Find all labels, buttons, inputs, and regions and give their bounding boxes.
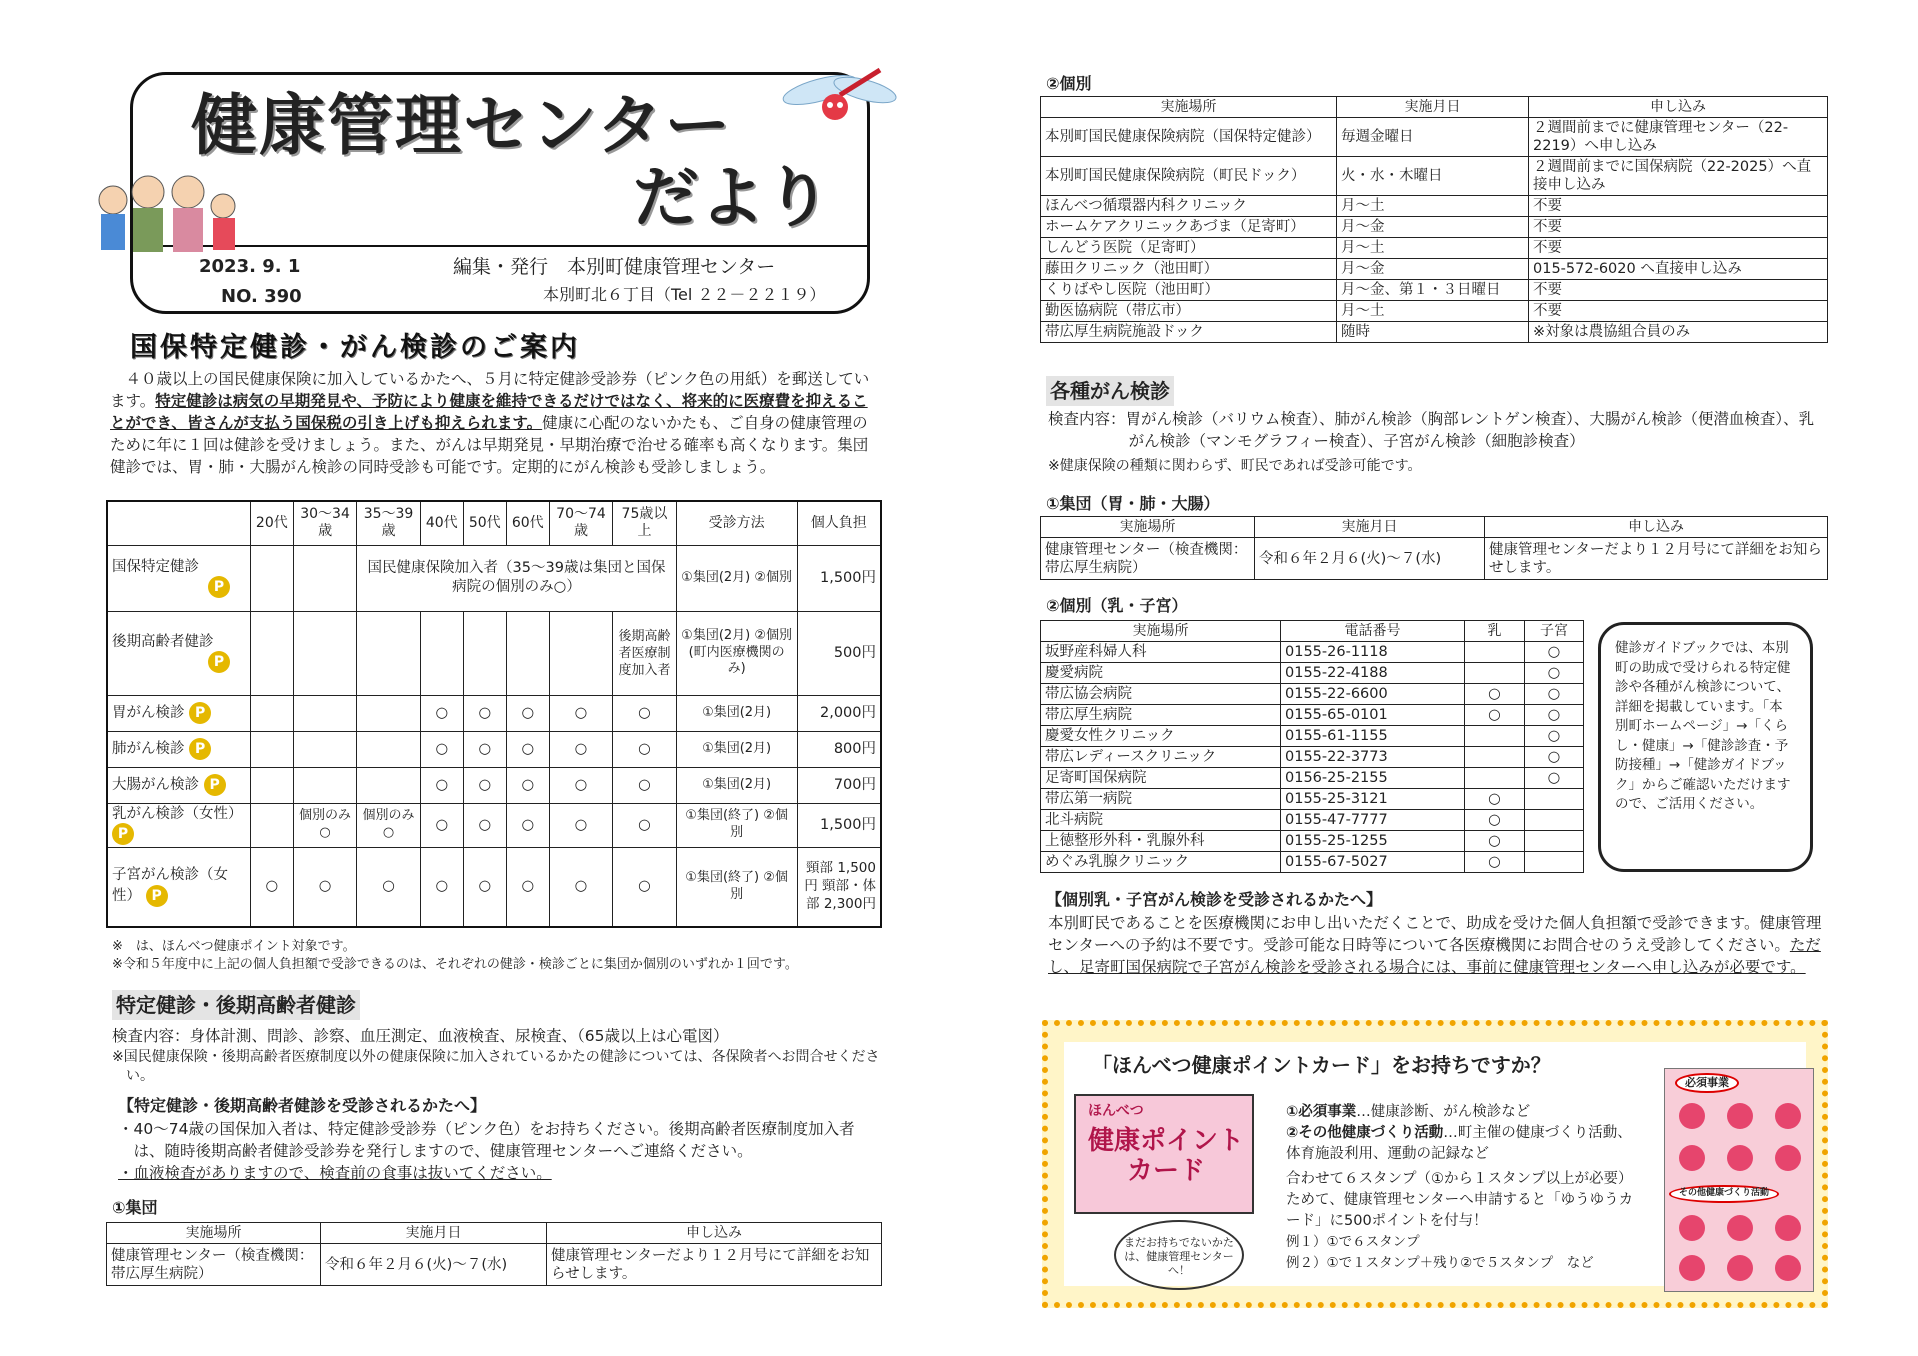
table-cell bbox=[463, 611, 506, 695]
table-cell: 足寄町国保病院 bbox=[1041, 768, 1281, 789]
table-cell: 月～土 bbox=[1337, 196, 1529, 217]
point-card-description bbox=[1286, 1102, 1646, 1274]
table-cell bbox=[1465, 768, 1525, 789]
family-illustration bbox=[93, 170, 243, 255]
table-cell bbox=[293, 731, 356, 767]
table-cell: ○ bbox=[420, 847, 463, 927]
kobetsu-heading: ②個別 bbox=[1046, 74, 1092, 93]
table-cell: ○ bbox=[549, 803, 612, 847]
table-cell: 本別町国民健康保険病院（町民ドック） bbox=[1041, 157, 1337, 196]
table-cell bbox=[1465, 747, 1525, 768]
table-cell: 0155-67-5027 bbox=[1281, 852, 1465, 873]
tokutei-group-table bbox=[106, 1222, 882, 1286]
header-cell: 実施場所 bbox=[107, 1223, 321, 1244]
masthead-divider bbox=[133, 245, 867, 247]
table-cell: ○ bbox=[1525, 642, 1584, 663]
header-cell: 40代 bbox=[420, 501, 463, 545]
table-row bbox=[1041, 852, 1584, 873]
header-cell: 実施月日 bbox=[321, 1223, 547, 1244]
table-cell: 健康管理センターだより１２月号にて詳細をお知らせします。 bbox=[1485, 538, 1828, 580]
table-row bbox=[1041, 217, 1828, 238]
table-cell bbox=[250, 767, 293, 803]
table-cell-cost: 500円 bbox=[797, 611, 881, 695]
row-label bbox=[107, 545, 250, 611]
table-cell: ○ bbox=[613, 847, 676, 927]
intro-text-underlined: 特定健診は病気の早期発見や、予防により健康を維持できるだけではなく、将来的に医療費を抑えることができ、皆さんが支払う国保税の引き上げも抑えられます。 bbox=[110, 392, 868, 432]
header-cell: 50代 bbox=[463, 501, 506, 545]
header-cell: 実施場所 bbox=[1041, 97, 1337, 118]
intro-text-2: 健康に心配のないかたも、ご自身の健康管理のために年に１回は健診を受けましょう。また、がんは早期発見・早期治療で治せる確率も高くなります。集団健診では、胃・肺・大腸がん検診の同時受診も可能です。定期的にがん検診も受診しましょう。 bbox=[110, 414, 869, 476]
table-row bbox=[107, 695, 881, 731]
point-card-example-2: 例２）①で１スタンプ＋残り②で５スタンプ など bbox=[1286, 1255, 1594, 1271]
kobetsu-table bbox=[1040, 96, 1828, 343]
row-label bbox=[107, 767, 250, 803]
point-badge-icon: P bbox=[208, 576, 230, 598]
table-cell: ○ bbox=[613, 695, 676, 731]
table-cell: ○ bbox=[420, 803, 463, 847]
table-cell bbox=[293, 545, 356, 611]
publisher-address: 本別町北６丁目（Tel ２２－２２１９） bbox=[543, 285, 826, 304]
table-cell: 藤田クリニック（池田町） bbox=[1041, 259, 1337, 280]
individual-note-heading: 【個別乳・子宮がん検診を受診されるかたへ】 bbox=[1046, 890, 1383, 909]
table-cell: ○ bbox=[1525, 726, 1584, 747]
table-cell: ○ bbox=[1465, 789, 1525, 810]
header-cell: 20代 bbox=[250, 501, 293, 545]
table-cell: ※対象は農協組合員のみ bbox=[1529, 322, 1828, 343]
table-cell: ○ bbox=[463, 767, 506, 803]
table-cell: 令和６年２月６(火)～７(水) bbox=[1255, 538, 1485, 580]
point-badge-icon: P bbox=[189, 738, 211, 760]
table-cell: 不要 bbox=[1529, 196, 1828, 217]
row-label-text: 国保特定健診 bbox=[112, 558, 199, 575]
table-cell: 勤医協病院（帯広市） bbox=[1041, 301, 1337, 322]
table-header-row bbox=[107, 501, 881, 545]
point-item-2-title: ②その他健康づくり活動 bbox=[1286, 1125, 1444, 1141]
table-header-row bbox=[1041, 621, 1584, 642]
stamp-icon bbox=[1679, 1255, 1705, 1281]
table-cell: 坂野産科婦人科 bbox=[1041, 642, 1281, 663]
header-cell: 電話番号 bbox=[1281, 621, 1465, 642]
header-cell: 35～39歳 bbox=[357, 501, 420, 545]
header-cell bbox=[107, 501, 250, 545]
table-cell bbox=[1465, 642, 1525, 663]
header-cell: 実施月日 bbox=[1255, 517, 1485, 538]
table-cell: 上徳整形外科・乳腺外科 bbox=[1041, 831, 1281, 852]
header-cell: 30～34歳 bbox=[293, 501, 356, 545]
table-cell: 月～土 bbox=[1337, 238, 1529, 259]
header-cell: 70～74歳 bbox=[549, 501, 612, 545]
table-row bbox=[107, 545, 881, 611]
dragonfly-illustration bbox=[780, 65, 900, 145]
header-cell: 75歳以上 bbox=[613, 501, 676, 545]
table-cell: 0155-25-1255 bbox=[1281, 831, 1465, 852]
tokutei-subheading: 【特定健診・後期高齢者健診を受診されるかたへ】 bbox=[118, 1096, 487, 1115]
stamp-icon bbox=[1727, 1255, 1753, 1281]
table-cell: 月～金 bbox=[1337, 217, 1529, 238]
cancer-individual-heading: ②個別（乳・子宮） bbox=[1046, 596, 1188, 615]
header-cell: 60代 bbox=[506, 501, 549, 545]
limit-note: ※令和５年度中に上記の個人負担額で受診できるのは、それぞれの健診・検診ごとに集団か個別のいずれか１回です。 bbox=[112, 957, 798, 972]
table-cell: 健康管理センター（検査機関：帯広厚生病院） bbox=[107, 1244, 321, 1286]
table-cell: ○ bbox=[463, 731, 506, 767]
table-header-row bbox=[107, 1223, 882, 1244]
table-cell: ○ bbox=[1525, 747, 1584, 768]
table-cell bbox=[357, 611, 420, 695]
header-cell: 乳 bbox=[1465, 621, 1525, 642]
row-label-text: 乳がん検診（女性） bbox=[112, 805, 243, 822]
stamp-icon bbox=[1679, 1215, 1705, 1241]
table-cell bbox=[293, 767, 356, 803]
table-cell: ○ bbox=[250, 847, 293, 927]
table-cell: ○ bbox=[549, 695, 612, 731]
table-row bbox=[1041, 301, 1828, 322]
table-cell: 個別のみ○ bbox=[357, 803, 420, 847]
table-cell-method: ①集団(2月) bbox=[676, 695, 797, 731]
table-cell: 帯広レディースクリニック bbox=[1041, 747, 1281, 768]
table-cell-cost: 1,500円 bbox=[797, 803, 881, 847]
table-cell: 不要 bbox=[1529, 238, 1828, 259]
table-cell: 健康管理センターだより１２月号にて詳細をお知らせします。 bbox=[547, 1244, 882, 1286]
stamp-icon bbox=[1775, 1215, 1801, 1241]
individual-note-underlined: ただし、足寄町国保病院で子宮がん検診を受診される場合には、事前に健康管理センターへ申し込みが必要です。 bbox=[1048, 936, 1821, 976]
table-row bbox=[107, 847, 881, 927]
table-cell: 0155-25-3121 bbox=[1281, 789, 1465, 810]
table-cell: 0155-47-7777 bbox=[1281, 810, 1465, 831]
point-badge-icon: P bbox=[204, 774, 226, 796]
screening-table bbox=[106, 500, 882, 928]
stamp-icon bbox=[1727, 1103, 1753, 1129]
table-cell: ○ bbox=[420, 731, 463, 767]
table-row bbox=[1041, 322, 1828, 343]
table-cell: ○ bbox=[1465, 684, 1525, 705]
table-cell: ○ bbox=[549, 767, 612, 803]
table-header-row bbox=[1041, 517, 1828, 538]
table-cell: 0156-25-2155 bbox=[1281, 768, 1465, 789]
point-card-image bbox=[1074, 1094, 1254, 1214]
table-cell bbox=[357, 767, 420, 803]
table-row bbox=[1041, 747, 1584, 768]
table-cell: 令和６年２月６(火)～７(水) bbox=[321, 1244, 547, 1286]
point-card-panel bbox=[1064, 1042, 1806, 1286]
table-cell-method: ①集団(2月) ②個別(町内医療機関のみ) bbox=[676, 611, 797, 695]
table-cell bbox=[293, 611, 356, 695]
table-cell: 0155-22-6600 bbox=[1281, 684, 1465, 705]
point-card-example-1: 例１）①で６スタンプ bbox=[1286, 1234, 1420, 1250]
issue-number: NO. 390 bbox=[221, 286, 302, 307]
stamp-icon bbox=[1727, 1145, 1753, 1171]
table-cell: ○ bbox=[420, 695, 463, 731]
table-row bbox=[1041, 831, 1584, 852]
table-cell bbox=[1525, 831, 1584, 852]
header-cell: 申し込み bbox=[1485, 517, 1828, 538]
table-cell: めぐみ乳腺クリニック bbox=[1041, 852, 1281, 873]
table-cell bbox=[506, 611, 549, 695]
header-cell: 実施場所 bbox=[1041, 517, 1255, 538]
table-row bbox=[1041, 538, 1828, 580]
tokutei-bullet-2: ・血液検査がありますので、検査前の食事は抜いてください。 bbox=[118, 1164, 552, 1182]
table-row bbox=[1041, 810, 1584, 831]
table-cell bbox=[357, 695, 420, 731]
table-row bbox=[107, 767, 881, 803]
cancer-content: 検査内容：胃がん検診（バリウム検査）、肺がん検診（胸部レントゲン検査）、大腸がん検診（便潜血検査）、乳がん検診（マンモグラフィー検査）、子宮がん検診（細胞診検査） bbox=[1048, 410, 1815, 450]
table-cell-cost: 700円 bbox=[797, 767, 881, 803]
table-cell: ○ bbox=[506, 695, 549, 731]
stamp-icon bbox=[1679, 1103, 1705, 1129]
table-cell: 帯広厚生病院施設ドック bbox=[1041, 322, 1337, 343]
table-cell: ○ bbox=[420, 767, 463, 803]
header-cell: 受診方法 bbox=[676, 501, 797, 545]
table-cell-cost: 頸部 1,500円 頸部・体部 2,300円 bbox=[797, 847, 881, 927]
table-cell: 慶愛女性クリニック bbox=[1041, 726, 1281, 747]
cancer-note: ※健康保険の種類に関わらず、町民であれば受診可能です。 bbox=[1048, 458, 1422, 474]
table-cell: ○ bbox=[613, 767, 676, 803]
table-cell: くりばやし医院（池田町） bbox=[1041, 280, 1337, 301]
table-row bbox=[1041, 768, 1584, 789]
table-cell: ○ bbox=[506, 803, 549, 847]
tokutei-heading: 特定健診・後期高齢者健診 bbox=[112, 990, 360, 1020]
header-cell: 申し込み bbox=[1529, 97, 1828, 118]
cancer-group-heading: ①集団（胃・肺・大腸） bbox=[1046, 494, 1220, 513]
table-cell: ○ bbox=[463, 695, 506, 731]
table-cell: ○ bbox=[549, 847, 612, 927]
issue-date: 2023. 9. 1 bbox=[199, 256, 301, 277]
table-row bbox=[1041, 789, 1584, 810]
header-cell: 実施場所 bbox=[1041, 621, 1281, 642]
table-cell: ○ bbox=[463, 803, 506, 847]
table-row bbox=[1041, 705, 1584, 726]
table-row bbox=[1041, 157, 1828, 196]
table-cell-method: ①集団(2月) bbox=[676, 731, 797, 767]
stamp-label-other: その他健康づくり活動 bbox=[1669, 1185, 1779, 1203]
header-cell: 実施月日 bbox=[1337, 97, 1529, 118]
point-badge-icon: P bbox=[112, 823, 134, 845]
table-row bbox=[107, 803, 881, 847]
table-cell: ○ bbox=[463, 847, 506, 927]
table-cell: ○ bbox=[1525, 768, 1584, 789]
guidebook-box: 健診ガイドブックでは、本別町の助成で受けられる特定健診や各種がん検診について、詳細を掲載しています。「本別町ホームページ」→「くらし・健康」→「健診診査・予防接種」→「健診ガイドブック」からご確認いただけますので、ご活用ください。 bbox=[1598, 622, 1813, 872]
table-row bbox=[1041, 726, 1584, 747]
table-cell: 本別町国民健康保険病院（国保特定健診） bbox=[1041, 118, 1337, 157]
point-card-banner bbox=[1042, 1020, 1828, 1308]
table-cell: 帯広第一病院 bbox=[1041, 789, 1281, 810]
stamp-icon bbox=[1775, 1145, 1801, 1171]
table-cell: 個別のみ○ bbox=[293, 803, 356, 847]
table-cell: ○ bbox=[1465, 831, 1525, 852]
table-cell: ○ bbox=[613, 803, 676, 847]
table-cell: ほんべつ循環器内科クリニック bbox=[1041, 196, 1337, 217]
row-label-text: 肺がん検診 bbox=[112, 741, 185, 757]
table-cell bbox=[357, 731, 420, 767]
point-item-1-title: ①必須事業 bbox=[1286, 1104, 1357, 1120]
table-cell: 不要 bbox=[1529, 280, 1828, 301]
table-cell: ○ bbox=[1525, 705, 1584, 726]
row-label-text: 後期高齢者健診 bbox=[112, 633, 214, 650]
row-label bbox=[107, 611, 250, 695]
table-cell bbox=[250, 545, 293, 611]
row-label bbox=[107, 847, 250, 927]
table-row bbox=[1041, 238, 1828, 259]
table-cell bbox=[1465, 726, 1525, 747]
table-cell: 毎週金曜日 bbox=[1337, 118, 1529, 157]
table-cell: 不要 bbox=[1529, 301, 1828, 322]
table-row bbox=[1041, 196, 1828, 217]
table-row bbox=[1041, 280, 1828, 301]
table-row bbox=[107, 731, 881, 767]
table-cell: ○ bbox=[357, 847, 420, 927]
table-cell: ○ bbox=[506, 767, 549, 803]
table-cell bbox=[1465, 663, 1525, 684]
table-row bbox=[1041, 118, 1828, 157]
table-header-row bbox=[1041, 97, 1828, 118]
table-cell-method: ①集団(2月) ②個別 bbox=[676, 545, 797, 611]
table-cell: 015-572-6020 へ直接申し込み bbox=[1529, 259, 1828, 280]
tokutei-bullet-1: ・40～74歳の国保加入者は、特定健診受診券（ピンク色）をお持ちください。後期高齢者医療制度加入者は、随時後期高齢者健診受診券を発行しますので、健康管理センターへご連絡ください。 bbox=[118, 1120, 855, 1160]
table-cell-over75: 後期高齢者医療制度加入者 bbox=[613, 611, 676, 695]
row-label bbox=[107, 695, 250, 731]
table-cell: ○ bbox=[1525, 684, 1584, 705]
intro-paragraph bbox=[110, 368, 882, 478]
masthead-title-2: だより bbox=[633, 159, 831, 236]
table-cell: 0155-26-1118 bbox=[1281, 642, 1465, 663]
table-cell: ２週間前までに健康管理センター（22-2219）へ申し込み bbox=[1529, 118, 1828, 157]
table-cell-cost: 1,500円 bbox=[797, 545, 881, 611]
row-label-text: 子宮がん検診（女性） bbox=[112, 867, 228, 905]
point-card-desc: 合わせて６スタンプ（①から１スタンプ以上が必要）ためて、健康管理センターへ申請すると「ゆうゆうカード」に500ポイントを付与！ bbox=[1286, 1171, 1634, 1229]
individual-note-text: 本別町民であることを医療機関にお申し出いただくことで、助成を受けた個人負担額で受診できます。健康管理センターへの予約は不要です。受診可能な日時等について各医療機関にお問合せのうえ受診してください。 bbox=[1048, 914, 1822, 954]
table-cell: ２週間前までに国保病院（22-2025）へ直接申し込み bbox=[1529, 157, 1828, 196]
table-cell: ○ bbox=[1465, 705, 1525, 726]
table-cell: しんどう医院（足寄町） bbox=[1041, 238, 1337, 259]
card-small-label: ほんべつ bbox=[1088, 1103, 1144, 1119]
table-cell: ホームケアクリニックあづま（足寄町） bbox=[1041, 217, 1337, 238]
table-cell bbox=[293, 695, 356, 731]
table-cell: 慶愛病院 bbox=[1041, 663, 1281, 684]
table-cell: ○ bbox=[613, 731, 676, 767]
point-badge-icon: P bbox=[146, 885, 168, 907]
cancer-group-table bbox=[1040, 516, 1828, 580]
header-cell: 個人負担 bbox=[797, 501, 881, 545]
table-row bbox=[107, 1244, 882, 1286]
table-cell bbox=[250, 731, 293, 767]
stamp-icon bbox=[1775, 1103, 1801, 1129]
table-cell-cost: 2,000円 bbox=[797, 695, 881, 731]
point-badge-icon: P bbox=[189, 702, 211, 724]
point-card-title: 「ほんべつ健康ポイントカード」をお持ちですか？ bbox=[1092, 1053, 1551, 1077]
table-row bbox=[1041, 259, 1828, 280]
table-row bbox=[1041, 642, 1584, 663]
table-cell bbox=[250, 611, 293, 695]
table-cell: 健康管理センター（検査機関：帯広厚生病院） bbox=[1041, 538, 1255, 580]
cancer-heading: 各種がん検診 bbox=[1046, 376, 1174, 406]
table-cell: ○ bbox=[293, 847, 356, 927]
table-cell: 火・水・木曜日 bbox=[1337, 157, 1529, 196]
card-main-label: 健康ポイントカード bbox=[1087, 1126, 1244, 1186]
stamp-icon bbox=[1727, 1215, 1753, 1241]
table-cell bbox=[420, 611, 463, 695]
table-cell: 不要 bbox=[1529, 217, 1828, 238]
table-cell bbox=[1525, 852, 1584, 873]
table-cell: 月～金 bbox=[1337, 259, 1529, 280]
point-item-2-text: …町主催の健康づくり活動、体育施設利用、運動の記録など bbox=[1286, 1125, 1632, 1162]
table-cell: 北斗病院 bbox=[1041, 810, 1281, 831]
stamp-icon bbox=[1775, 1255, 1801, 1281]
table-row bbox=[107, 611, 881, 695]
table-cell: ○ bbox=[506, 731, 549, 767]
speech-bubble: まだお持ちでないかたは、健康管理センターへ！ bbox=[1114, 1220, 1244, 1290]
point-badge-icon: P bbox=[208, 651, 230, 673]
table-cell bbox=[250, 695, 293, 731]
stamp-label-required: 必須事業 bbox=[1675, 1073, 1739, 1093]
point-item-1 bbox=[1286, 1102, 1646, 1123]
table-cell: 随時 bbox=[1337, 322, 1529, 343]
table-cell: ○ bbox=[1525, 663, 1584, 684]
row-label-text: 胃がん検診 bbox=[112, 705, 185, 721]
table-cell-method: ①集団(終了) ②個別 bbox=[676, 847, 797, 927]
table-cell bbox=[549, 611, 612, 695]
table-cell-span: 国民健康保険加入者（35～39歳は集団と国保病院の個別のみ○） bbox=[357, 545, 676, 611]
table-cell: 0155-22-4188 bbox=[1281, 663, 1465, 684]
stamp-icon bbox=[1679, 1145, 1705, 1171]
masthead-title: 健康管理センター bbox=[191, 87, 733, 164]
main-heading: 国保特定健診・がん検診のご案内 bbox=[130, 332, 580, 363]
stamp-card-image bbox=[1664, 1068, 1814, 1292]
table-cell: 月～金、第１・３日曜日 bbox=[1337, 280, 1529, 301]
tokutei-note: ※国民健康保険・後期高齢者医療制度以外の健康保険に加入されているかたの健診については、各保険者へお問合せください。 bbox=[112, 1049, 880, 1084]
table-cell bbox=[1525, 789, 1584, 810]
table-cell-cost: 800円 bbox=[797, 731, 881, 767]
table-row bbox=[1041, 684, 1584, 705]
table-cell bbox=[1525, 810, 1584, 831]
point-item-2 bbox=[1286, 1123, 1646, 1165]
point-note: ※ は、ほんべつ健康ポイント対象です。 bbox=[112, 939, 356, 954]
row-label bbox=[107, 731, 250, 767]
table-cell: ○ bbox=[1465, 810, 1525, 831]
publisher: 編集・発行 本別町健康管理センター bbox=[453, 256, 776, 278]
table-cell-method: ①集団(終了) ②個別 bbox=[676, 803, 797, 847]
cancer-individual-table bbox=[1040, 620, 1584, 873]
point-item-1-text: …健康診断、がん検診など bbox=[1356, 1104, 1531, 1120]
table-row bbox=[1041, 663, 1584, 684]
table-cell-method: ①集団(2月) bbox=[676, 767, 797, 803]
individual-note bbox=[1048, 912, 1828, 978]
table-cell: ○ bbox=[549, 731, 612, 767]
header-cell: 申し込み bbox=[547, 1223, 882, 1244]
table-cell: ○ bbox=[506, 847, 549, 927]
table-cell: 0155-22-3773 bbox=[1281, 747, 1465, 768]
table-cell: 帯広厚生病院 bbox=[1041, 705, 1281, 726]
row-label-text: 大腸がん検診 bbox=[112, 777, 199, 793]
table-cell: 0155-61-1155 bbox=[1281, 726, 1465, 747]
row-label bbox=[107, 803, 250, 847]
tokutei-content: 検査内容：身体計測、問診、診察、血圧測定、血液検査、尿検査、（65歳以上は心電図） bbox=[112, 1027, 729, 1045]
table-cell: 月～土 bbox=[1337, 301, 1529, 322]
table-cell: 0155-65-0101 bbox=[1281, 705, 1465, 726]
tokutei-group-heading: ①集団 bbox=[112, 1198, 158, 1217]
table-cell: 帯広協会病院 bbox=[1041, 684, 1281, 705]
intro-text-1: ４０歳以上の国民健康保険に加入しているかたへ、５月に特定健診受診券（ピンク色の用紙）を郵送しています。 bbox=[110, 370, 870, 410]
header-cell: 子宮 bbox=[1525, 621, 1584, 642]
table-cell: ○ bbox=[1465, 852, 1525, 873]
table-cell bbox=[250, 803, 293, 847]
